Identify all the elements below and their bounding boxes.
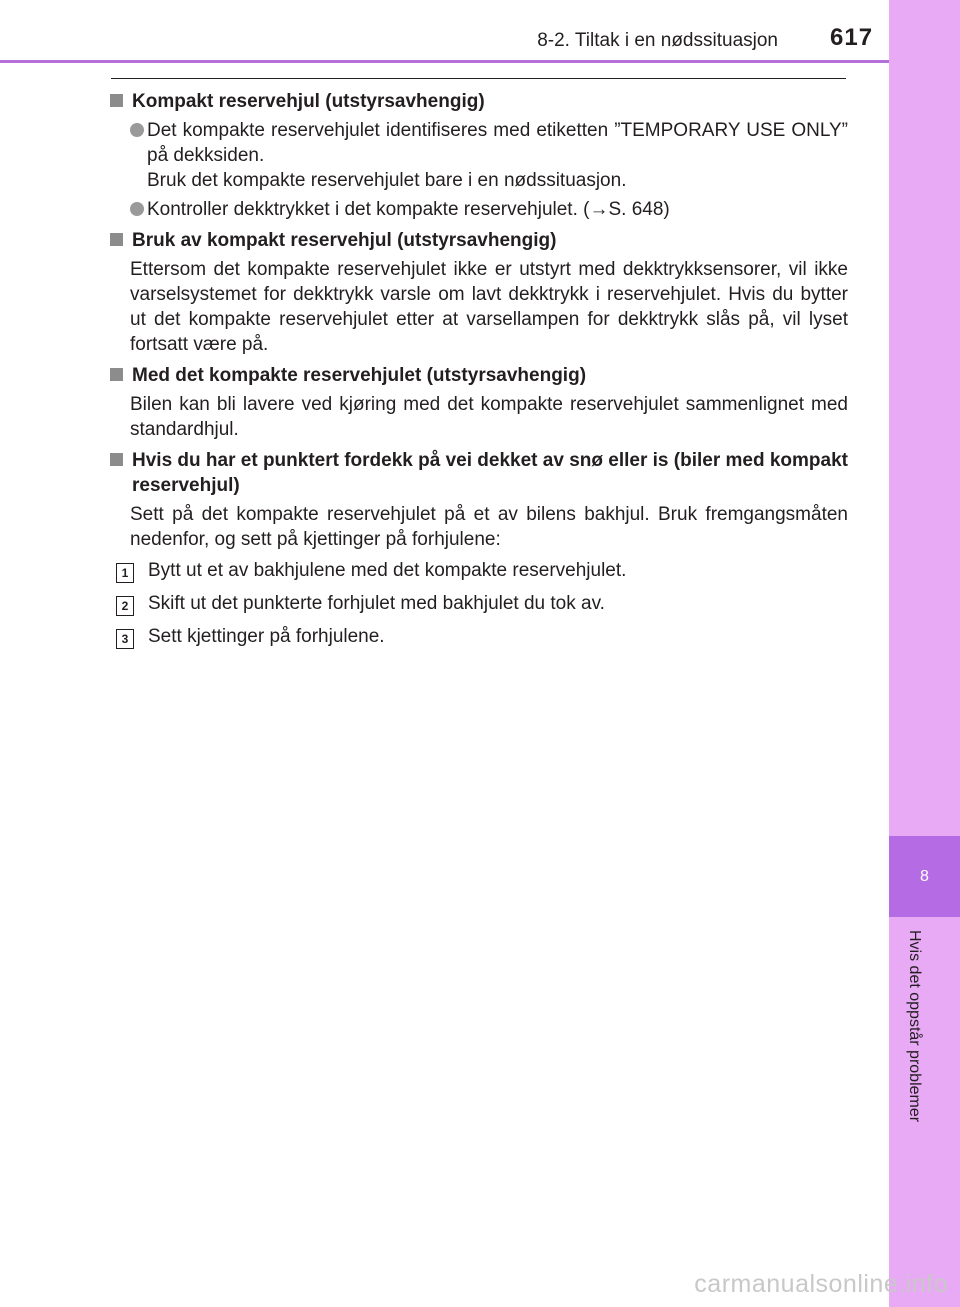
section-body: Ettersom det kompakte reservehjulet ikke er utstyrt med dekktrykksensorer, vil ikke varselsystemet for dekktrykk varsle om lavt dekktrykk i reservehjulet. Hvis du bytter ut det kompakte reservehjulet etter at varsellampen for dekktrykk slås på, vil lyset fortsatt være på. bbox=[130, 259, 848, 355]
bullet-text: Det kompakte reservehjulet identifiseres med etiketten ”TEMPORARY USE ONLY” på dekksiden. bbox=[147, 120, 848, 166]
content-top-rule bbox=[111, 78, 846, 79]
step-text: Bytt ut et av bakhjulene med det kompakte reservehjulet. bbox=[148, 560, 627, 581]
section-heading: Bruk av kompakt reservehjul (utstyrsavhengig) bbox=[132, 230, 557, 251]
section-heading-row bbox=[108, 228, 848, 253]
watermark: carmanualsonline.info bbox=[694, 1270, 948, 1298]
bullet-text: Kontroller dekktrykket i det kompakte reservehjulet. (→S. 648) bbox=[147, 199, 670, 220]
section-use-compact-spare bbox=[108, 228, 848, 357]
section-body: Sett på det kompakte reservehjulet på et av bilens bakhjul. Bruk fremgangsmåten nedenfor, og sett på kjettinger på forhjulene: bbox=[130, 504, 848, 550]
page-header bbox=[0, 0, 960, 64]
step-number: 3 bbox=[116, 629, 134, 649]
circle-bullet-icon bbox=[130, 123, 144, 137]
step-text: Skift ut det punkterte forhjulet med bakhjulet du tok av. bbox=[148, 593, 605, 614]
section-heading: Med det kompakte reservehjulet (utstyrsavhengig) bbox=[132, 365, 587, 386]
step-text: Sett kjettinger på forhjulene. bbox=[148, 626, 385, 647]
bullet-item bbox=[130, 197, 848, 222]
section-flat-front-tire-snow bbox=[108, 448, 848, 649]
circle-bullet-icon bbox=[130, 202, 144, 216]
bullet-item bbox=[130, 118, 848, 193]
chapter-number: 8 bbox=[920, 867, 929, 885]
step-item bbox=[116, 558, 848, 583]
square-bullet-icon bbox=[110, 453, 123, 466]
chapter-label: Hvis det oppstår problemer bbox=[906, 930, 923, 1123]
square-bullet-icon bbox=[110, 368, 123, 381]
step-number: 1 bbox=[116, 563, 134, 583]
page-content bbox=[108, 89, 848, 657]
section-heading-row bbox=[108, 363, 848, 388]
step-number: 2 bbox=[116, 596, 134, 616]
chapter-number-box bbox=[889, 836, 960, 917]
section-body: Bilen kan bli lavere ved kjøring med det kompakte reservehjulet sammenlignet med standardhjul. bbox=[130, 394, 848, 440]
section-heading-row bbox=[108, 448, 848, 498]
step-item bbox=[116, 624, 848, 649]
bullet-text-extra: Bruk det kompakte reservehjulet bare i en nødssituasjon. bbox=[147, 170, 627, 191]
square-bullet-icon bbox=[110, 233, 123, 246]
section-title: 8-2. Tiltak i en nødssituasjon bbox=[537, 30, 778, 51]
section-heading: Kompakt reservehjul (utstyrsavhengig) bbox=[132, 91, 485, 112]
square-bullet-icon bbox=[110, 94, 123, 107]
section-heading: Hvis du har et punktert fordekk på vei dekket av snø eller is (biler med kompakt reservehjul) bbox=[132, 450, 848, 496]
step-item bbox=[116, 591, 848, 616]
header-divider bbox=[0, 60, 889, 63]
section-compact-spare bbox=[108, 89, 848, 222]
section-heading-row bbox=[108, 89, 848, 114]
section-with-compact-spare bbox=[108, 363, 848, 442]
page-number: 617 bbox=[830, 24, 874, 51]
